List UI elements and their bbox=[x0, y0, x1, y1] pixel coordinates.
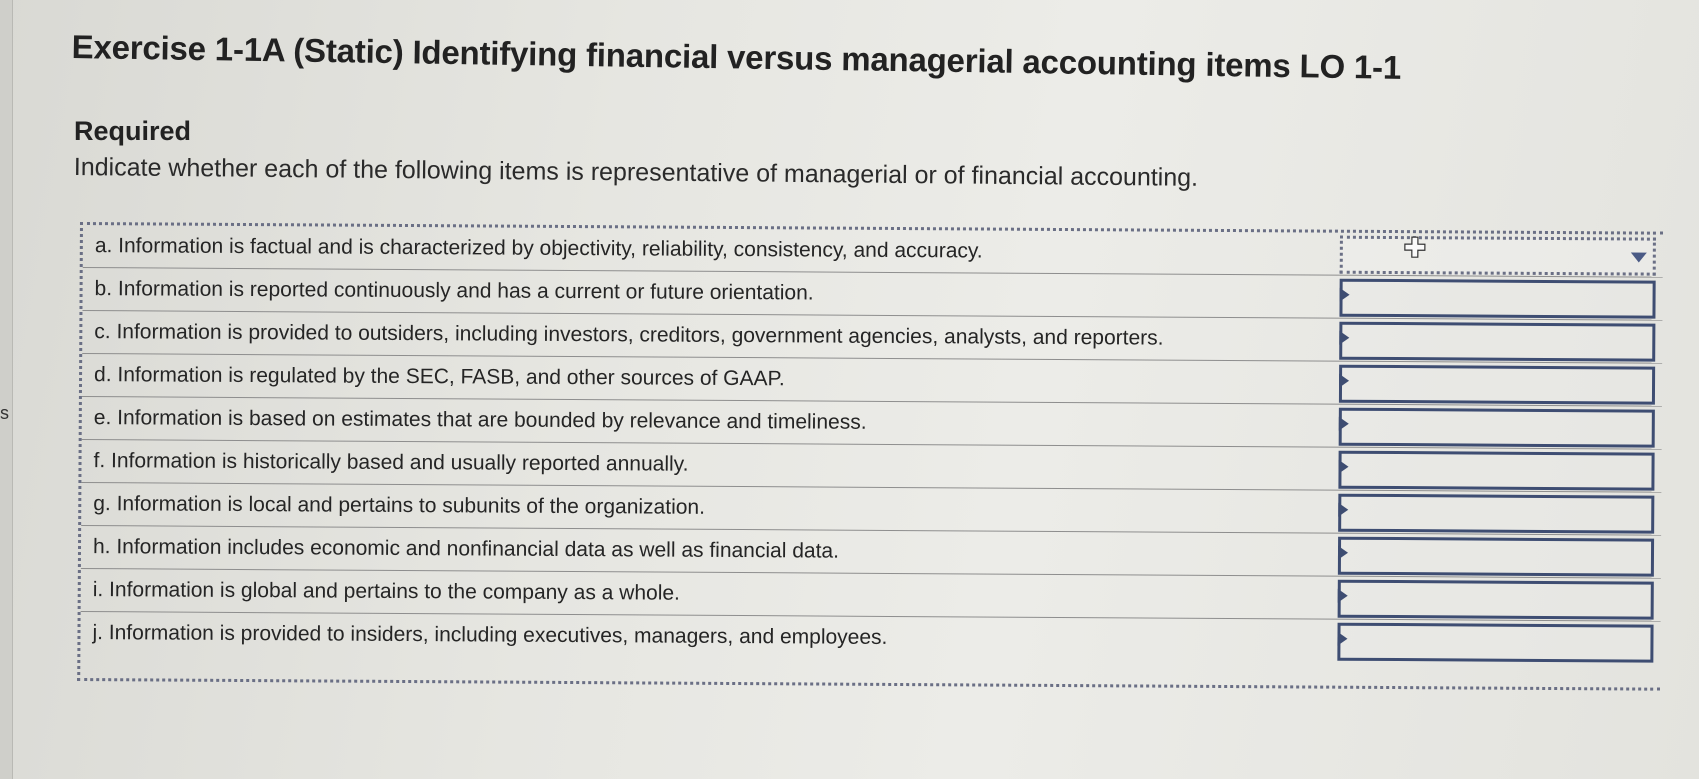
answer-dropdown[interactable] bbox=[1339, 365, 1655, 405]
item-label: h. Information includes economic and nonfinancial data as well as financial data. bbox=[92, 535, 840, 563]
page-title: Exercise 1-1A (Static) Identifying financial versus managerial accounting items LO 1-1 bbox=[71, 28, 1402, 86]
item-label: i. Information is global and pertains to the company as a whole. bbox=[92, 578, 680, 605]
edge-text: s bbox=[0, 403, 9, 423]
answer-dropdown[interactable] bbox=[1339, 408, 1655, 448]
move-cursor-icon bbox=[1403, 235, 1427, 259]
dropdown-marker-icon bbox=[1339, 417, 1349, 431]
required-heading: Required bbox=[74, 116, 192, 146]
item-label: j. Information is provided to insiders, including executives, managers, and employees. bbox=[92, 621, 888, 649]
answer-dropdown[interactable] bbox=[1338, 494, 1654, 534]
item-label: d. Information is regulated by the SEC, FASB, and other sources of GAAP. bbox=[93, 363, 785, 391]
instructions-text: Indicate whether each of the following items is representative of managerial or of financial accounting. bbox=[73, 153, 1199, 192]
answer-dropdown[interactable] bbox=[1338, 580, 1654, 620]
dropdown-marker-icon bbox=[1338, 589, 1348, 603]
dropdown-marker-icon bbox=[1338, 503, 1348, 517]
dropdown-marker-icon bbox=[1337, 632, 1347, 646]
answer-dropdown[interactable] bbox=[1340, 236, 1656, 276]
dropdown-marker-icon bbox=[1340, 288, 1350, 302]
answer-dropdown[interactable] bbox=[1339, 279, 1655, 319]
item-label: g. Information is local and pertains to subunits of the organization. bbox=[93, 492, 706, 519]
dropdown-marker-icon bbox=[1338, 546, 1348, 560]
dropdown-marker-icon bbox=[1338, 460, 1348, 474]
answer-dropdown[interactable] bbox=[1337, 623, 1653, 663]
answer-dropdown[interactable] bbox=[1339, 322, 1655, 362]
item-label: b. Information is reported continuously and has a current or future orientation. bbox=[94, 277, 814, 305]
item-label: e. Information is based on estimates that are bounded by relevance and timeliness. bbox=[93, 406, 867, 434]
dropdown-marker-icon bbox=[1339, 331, 1349, 345]
answer-dropdown[interactable] bbox=[1338, 451, 1654, 491]
table-row bbox=[80, 612, 1660, 665]
answer-dropdown[interactable] bbox=[1338, 537, 1654, 577]
dropdown-marker-icon bbox=[1339, 374, 1349, 388]
item-label: a. Information is factual and is characterized by objectivity, reliability, consistency, and accuracy. bbox=[94, 234, 983, 263]
item-label: f. Information is historically based and usually reported annually. bbox=[93, 449, 689, 476]
chevron-down-icon[interactable] bbox=[1631, 252, 1647, 262]
item-label: c. Information is provided to outsiders, including investors, creditors, government agencies, analysts, and reporters. bbox=[94, 320, 1164, 350]
items-table bbox=[77, 222, 1663, 691]
left-edge-panel bbox=[0, 0, 13, 779]
